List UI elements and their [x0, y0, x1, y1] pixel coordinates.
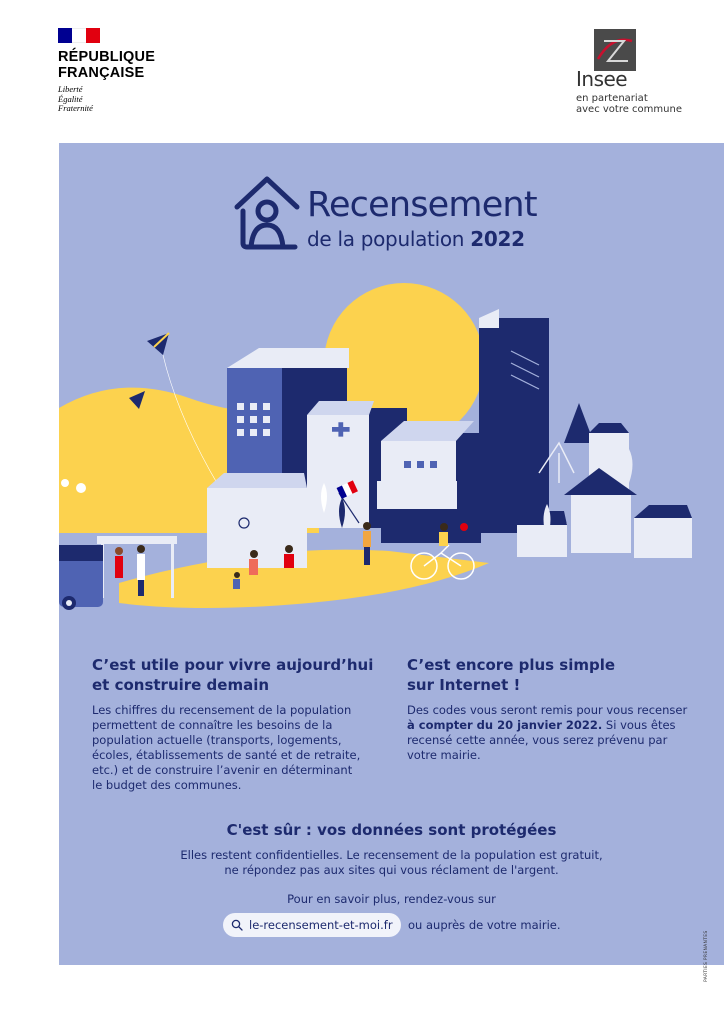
website-link[interactable] — [223, 913, 401, 937]
republique-francaise-title: RÉPUBLIQUE FRANÇAISE — [58, 49, 156, 81]
building-shape — [307, 415, 369, 528]
french-flag-icon — [58, 28, 100, 43]
bus-shelter-shape — [97, 536, 177, 544]
building-shape — [517, 523, 567, 557]
insee-mark-icon — [594, 29, 636, 71]
town-illustration — [59, 283, 724, 623]
search-icon — [231, 919, 243, 931]
republic-motto: Liberté Égalité Fraternité — [58, 84, 93, 113]
republique-francaise-logo — [58, 28, 155, 114]
house-person-icon — [233, 173, 301, 251]
internet-heading: C’est encore plus simple sur Internet ! — [407, 656, 616, 694]
building-shape — [479, 318, 549, 533]
data-protection-body: Elles restent confidentielles. Le recensement de la population est gratuit, ne répondez pas aux sites qui vous réclament de l'argent. — [180, 848, 603, 877]
website-url: le-recensement-et-moi.fr — [249, 918, 393, 932]
poster-subtitle: de la population 2022 — [307, 227, 525, 251]
utility-body: Les chiffres du recensement de la population permettent de connaître les besoins de la population actuelle (transports, logements, écoles, établissements de santé et de retraite, etc.) et de construire l’avenir en déterminant le budget des communes. — [92, 703, 361, 792]
data-protection-heading: C'est sûr : vos données sont protégées — [226, 821, 557, 839]
side-note: PARTIES PRENANTES — [704, 930, 709, 982]
internet-body: Des codes vous seront remis pour vous recenser à compter du 20 janvier 2022. Si vous êtes recensé cette année, vous serez prévenu par votre mairie. — [407, 703, 688, 762]
building-shape — [571, 493, 631, 553]
more-info-text: Pour en savoir plus, rendez-vous sur — [287, 892, 496, 906]
poster-title-block — [233, 173, 573, 253]
insee-partnership-text: en partenariat avec votre commune — [576, 93, 682, 115]
utility-heading: C’est utile pour vivre aujourd’hui et construire demain — [92, 656, 374, 694]
insee-name: Insee — [576, 67, 628, 91]
poster-year: 2022 — [470, 227, 525, 251]
or-town-hall-text: ou auprès de votre mairie. — [408, 918, 561, 932]
census-poster — [59, 143, 724, 965]
poster-title: Recensement — [307, 185, 537, 225]
building-shape — [634, 518, 692, 558]
